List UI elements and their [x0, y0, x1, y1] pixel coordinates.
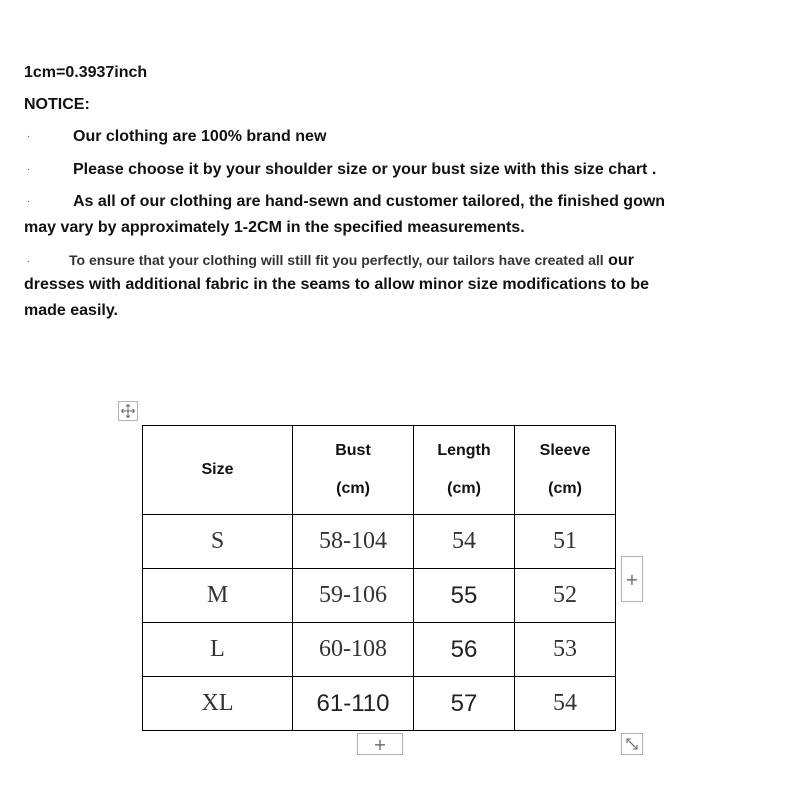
notice-item-brand-new: Our clothing are 100% brand new: [73, 128, 327, 145]
add-row-button[interactable]: [357, 733, 403, 755]
cell-bust: 59-106: [293, 569, 414, 623]
header-bust: Bust (cm): [293, 426, 414, 515]
unit-conversion: 1cm=0.3937inch: [24, 64, 148, 81]
cell-length: 57: [414, 677, 515, 731]
notice-item-handsewn-line2: may vary by approximately 1-2CM in the specified measurements.: [24, 219, 525, 236]
table-row: [143, 677, 616, 731]
notice-item-fit-line1: [69, 252, 634, 270]
cell-bust: 58-104: [293, 515, 414, 569]
header-size: Size: [143, 426, 293, 515]
table-row: [143, 623, 616, 677]
cell-size: S: [143, 515, 293, 569]
notice-item-size-chart: Please choose it by your shoulder size or your bust size with this size chart .: [73, 161, 657, 178]
cell-length: 56: [414, 623, 515, 677]
table-row: [143, 515, 616, 569]
cell-size: M: [143, 569, 293, 623]
bullet-mark: ·: [27, 256, 31, 267]
cell-size: XL: [143, 677, 293, 731]
size-chart-table: [142, 425, 616, 731]
notice-item-fit-line2: dresses with additional fabric in the seams to allow minor size modifications to be: [24, 276, 650, 293]
notice-heading: NOTICE:: [24, 96, 90, 113]
bullet-mark: ·: [27, 164, 31, 175]
cell-length: 54: [414, 515, 515, 569]
fit-line1-end: our: [608, 252, 634, 269]
cell-sleeve: 52: [515, 569, 616, 623]
notice-item-fit-line3: made easily.: [24, 302, 118, 319]
table-header-row: [143, 426, 616, 515]
bullet-mark: ·: [27, 196, 31, 207]
cell-size: L: [143, 623, 293, 677]
fit-line1-text: To ensure that your clothing will still fit you perfectly, our tailors have created all: [69, 252, 604, 268]
add-column-button[interactable]: [621, 556, 643, 602]
header-length: Length (cm): [414, 426, 515, 515]
cell-bust: 61-110: [293, 677, 414, 731]
header-sleeve: Sleeve (cm): [515, 426, 616, 515]
add-row-icon: +: [373, 734, 387, 754]
cell-length: 55: [414, 569, 515, 623]
cell-sleeve: 51: [515, 515, 616, 569]
cell-bust: 60-108: [293, 623, 414, 677]
cell-sleeve: 54: [515, 677, 616, 731]
notice-item-handsewn-line1: As all of our clothing are hand-sewn and customer tailored, the finished gown: [73, 193, 666, 210]
table-row: [143, 569, 616, 623]
move-handle-icon[interactable]: [118, 401, 138, 421]
cell-sleeve: 53: [515, 623, 616, 677]
bullet-mark: ·: [27, 131, 31, 142]
add-column-icon: +: [625, 569, 639, 589]
resize-icon[interactable]: [621, 733, 643, 755]
